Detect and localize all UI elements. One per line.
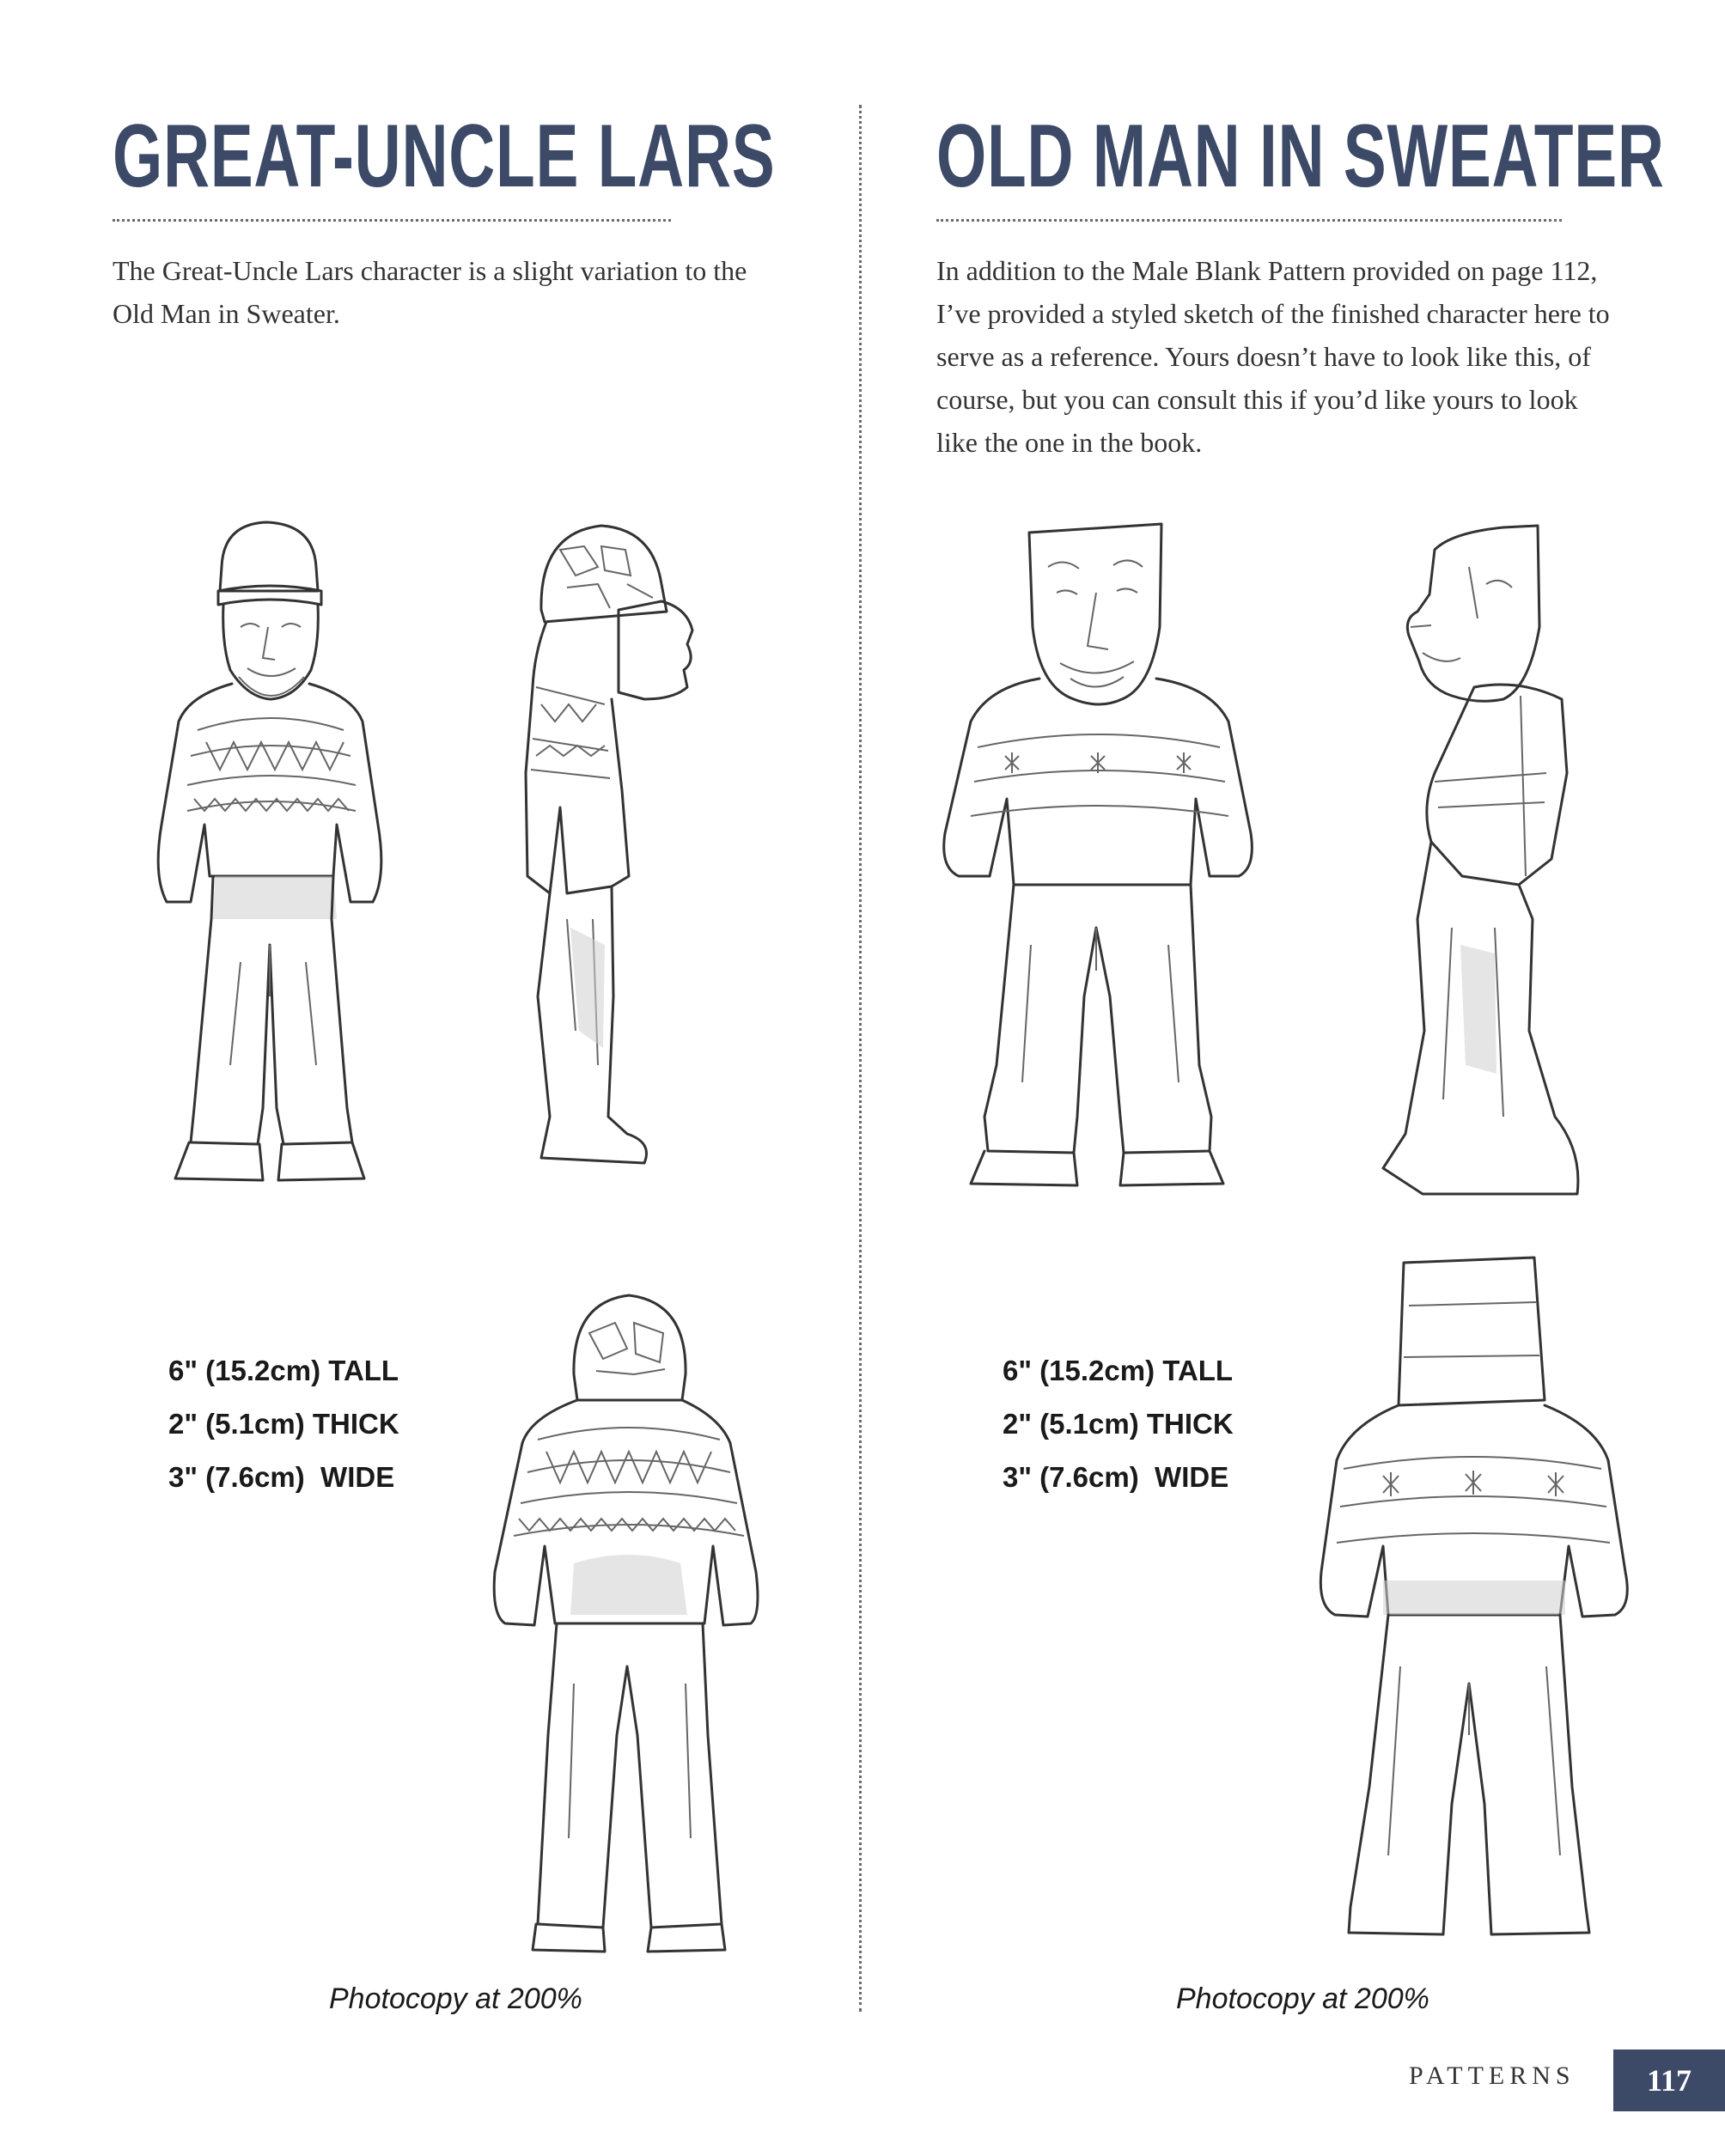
old-man-front-view-sketch xyxy=(936,515,1263,1194)
column-divider xyxy=(859,105,862,2012)
lars-photocopy-caption: Photocopy at 200% xyxy=(329,1982,582,2015)
lars-thickness: 2" (5.1cm) THICK xyxy=(168,1408,399,1440)
old-man-back-view-sketch xyxy=(1314,1254,1632,1950)
page-number: 117 xyxy=(1613,2049,1725,2111)
great-uncle-lars-intro: The Great-Uncle Lars character is a slight variation to the Old Man in Sweater. xyxy=(113,255,747,329)
old-man-side-view-sketch xyxy=(1349,515,1581,1203)
old-man-width: 3" (7.6cm) WIDE xyxy=(1003,1461,1229,1493)
great-uncle-lars-title: GREAT-UNCLE LARS xyxy=(113,107,776,206)
lars-back-view-sketch xyxy=(488,1288,763,1958)
old-man-height: 6" (15.2cm) TALL xyxy=(1003,1355,1234,1386)
old-man-dimensions xyxy=(1003,1344,1234,1504)
title-underline-left xyxy=(113,219,671,222)
lars-side-view-sketch xyxy=(515,515,713,1185)
old-man-thickness: 2" (5.1cm) THICK xyxy=(1003,1408,1234,1440)
lars-width: 3" (7.6cm) WIDE xyxy=(168,1461,395,1493)
old-man-in-sweater-intro: In addition to the Male Blank Pattern provided on page 112, I’ve provided a styled sketch of the finished character here to serve as a reference. Yours doesn’t have to look like this, of course, but you can consult this if you’d like yours to look like the one in the book. xyxy=(936,255,1610,458)
section-label: PATTERNS xyxy=(1409,2062,1576,2090)
lars-front-view-sketch xyxy=(137,515,404,1194)
lars-height: 6" (15.2cm) TALL xyxy=(168,1355,399,1386)
old-man-photocopy-caption: Photocopy at 200% xyxy=(1176,1982,1429,2015)
lars-dimensions xyxy=(168,1344,399,1504)
title-underline-right xyxy=(936,219,1562,222)
old-man-in-sweater-title: OLD MAN IN SWEATER xyxy=(936,107,1665,206)
